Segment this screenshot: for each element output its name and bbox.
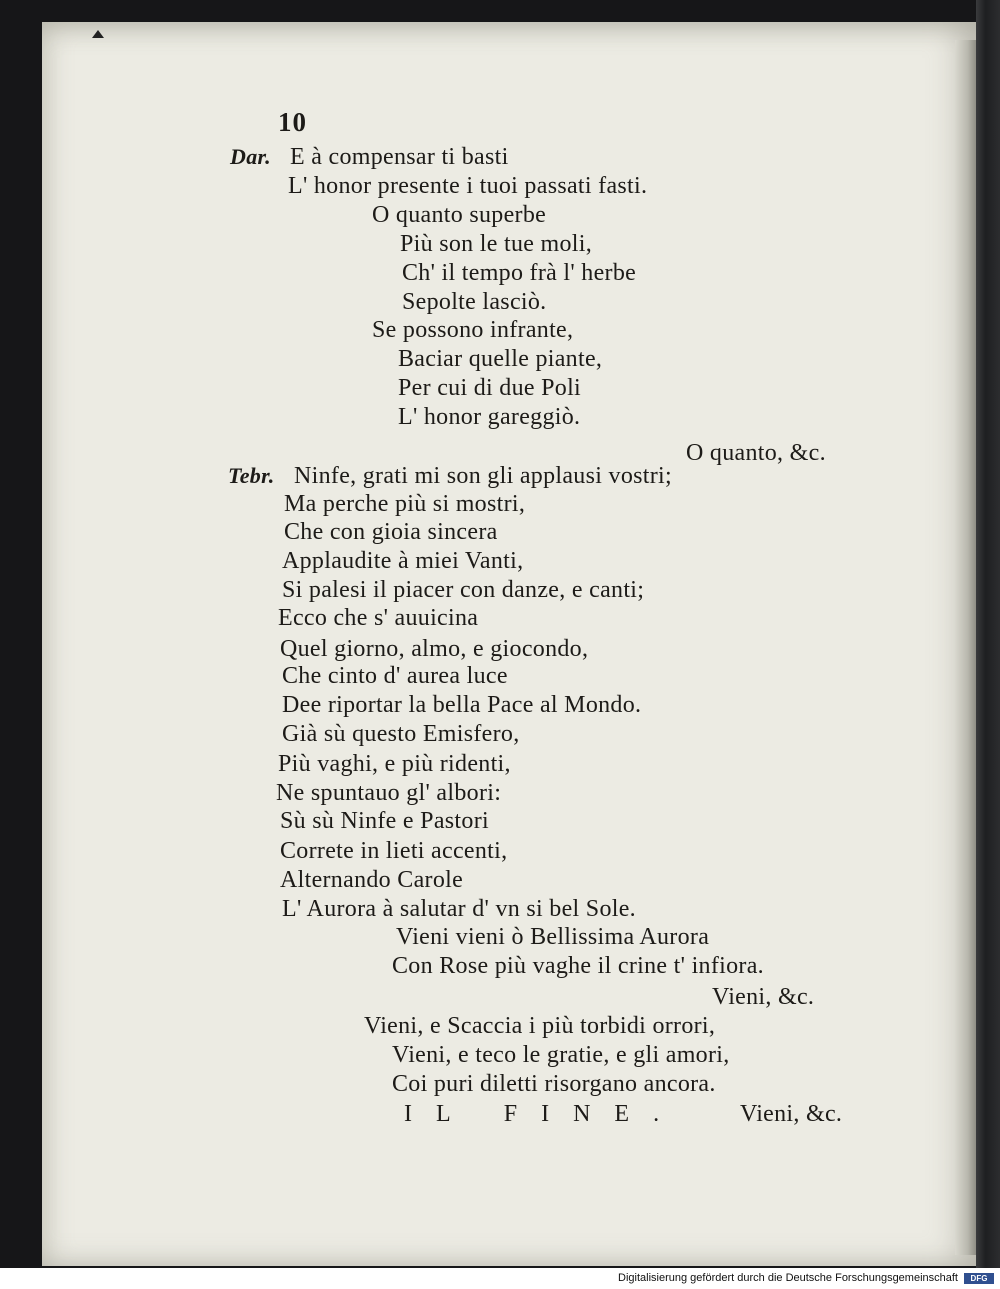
verse-line: Ecco che s' auuicina [278, 605, 479, 631]
verse-line: Coi puri diletti risorgano ancora. [392, 1071, 716, 1097]
verse-line: Sù sù Ninfe e Pastori [280, 808, 489, 834]
verse-line: Vieni vieni ò Bellissima Aurora [396, 924, 710, 950]
verse-line: Con Rose più vaghe il crine t' infiora. [392, 953, 764, 979]
verse-line: Vieni, &c. [740, 1101, 843, 1127]
book-spine [976, 0, 1000, 1268]
verse-line: Per cui di due Poli [398, 375, 582, 401]
verse-line: Applaudite à miei Vanti, [282, 548, 524, 574]
verse-line: Ch' il tempo frà l' herbe [402, 260, 637, 286]
verse-line: L' honor gareggiò. [398, 404, 581, 430]
verse-line: Vieni, &c. [712, 984, 815, 1010]
footer-bar [0, 1268, 1000, 1289]
dfg-logo: DFG [964, 1273, 994, 1284]
verse-line: Correte in lieti accenti, [280, 838, 508, 864]
verse-line: Ne spuntauo gl' albori: [276, 780, 502, 806]
verse-line: Baciar quelle piante, [398, 346, 603, 372]
verse-line: Già sù questo Emisfero, [282, 721, 520, 747]
verse-line: Più vaghi, e più ridenti, [278, 751, 511, 777]
verse-line: L' honor presente i tuoi passati fasti. [288, 173, 648, 199]
verse-line: Si palesi il piacer con danze, e canti; [282, 577, 645, 603]
verse-line: L' Aurora à salutar d' vn si bel Sole. [282, 896, 636, 922]
verse-line: Dee riportar la bella Pace al Mondo. [282, 692, 642, 718]
verse-line: O quanto superbe [372, 202, 547, 228]
verse-line: Più son le tue moli, [400, 231, 592, 257]
footer-credit: Digitalisierung gefördert durch die Deutsche Forschungsgemeinschaft [618, 1272, 958, 1284]
verse-line: Sepolte lasciò. [402, 289, 547, 315]
verse-line: Alternando Carole [280, 867, 464, 893]
page-edge [955, 40, 976, 1255]
page-number: 10 [278, 107, 307, 137]
verse-line: Se possono infrante, [372, 317, 574, 343]
verse-line: Che cinto d' aurea luce [282, 663, 508, 689]
verse-line: Che con gioia sincera [284, 519, 498, 545]
the-end: IL FINE. [404, 1101, 684, 1127]
verse-line: Ma perche più si mostri, [284, 491, 526, 517]
verse-line: Quel giorno, almo, e giocondo, [280, 636, 589, 662]
verse-line: Ninfe, grati mi son gli applausi vostri; [294, 463, 672, 489]
speaker-dar: Dar. [230, 144, 271, 169]
verse-line: Vieni, e teco le gratie, e gli amori, [392, 1042, 730, 1068]
verse-line: Vieni, e Scaccia i più torbidi orrori, [364, 1013, 716, 1039]
verse-line: E à compensar ti basti [290, 144, 509, 170]
verse-line: O quanto, &c. [686, 440, 826, 466]
corner-mark [92, 30, 104, 38]
speaker-tebr: Tebr. [228, 463, 275, 488]
